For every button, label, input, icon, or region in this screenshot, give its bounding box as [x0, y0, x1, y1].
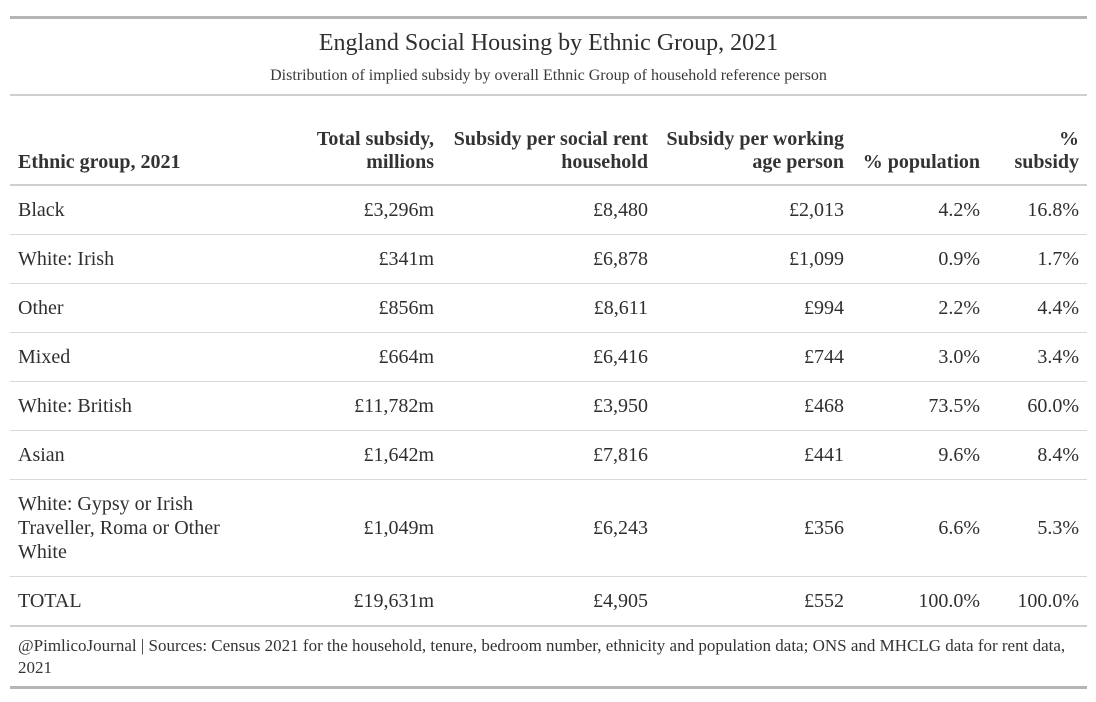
table-row — [10, 333, 1087, 382]
cell-subsidy-per-person: £2,013 — [656, 185, 852, 235]
cell-pct-population: 4.2% — [852, 185, 988, 235]
cell-pct-subsidy: 8.4% — [988, 431, 1087, 480]
cell-ethnic-group: Black — [10, 185, 268, 235]
cell-pct-subsidy: 3.4% — [988, 333, 1087, 382]
cell-subsidy-per-person: £468 — [656, 382, 852, 431]
col-header-ethnic-group: Ethnic group, 2021 — [10, 96, 268, 185]
cell-subsidy-per-household: £4,905 — [442, 577, 656, 627]
cell-subsidy-per-household: £6,243 — [442, 480, 656, 577]
cell-pct-population: 73.5% — [852, 382, 988, 431]
cell-ethnic-group: Asian — [10, 431, 268, 480]
cell-total-subsidy: £856m — [268, 284, 442, 333]
cell-ethnic-group: White: Irish — [10, 235, 268, 284]
col-header-subsidy-per-household: Subsidy per social rent household — [442, 96, 656, 185]
cell-total-subsidy: £664m — [268, 333, 442, 382]
table-body — [10, 185, 1087, 626]
cell-subsidy-per-person: £356 — [656, 480, 852, 577]
table-row — [10, 235, 1087, 284]
col-header-pct-subsidy: % subsidy — [988, 96, 1087, 185]
col-header-total-subsidy: Total subsidy, millions — [268, 96, 442, 185]
col-header-subsidy-per-person: Subsidy per working age person — [656, 96, 852, 185]
cell-total-subsidy: £11,782m — [268, 382, 442, 431]
cell-pct-population: 6.6% — [852, 480, 988, 577]
cell-pct-subsidy: 4.4% — [988, 284, 1087, 333]
cell-ethnic-group: White: Gypsy or Irish Traveller, Roma or Other White — [10, 480, 268, 577]
cell-ethnic-group: Mixed — [10, 333, 268, 382]
cell-subsidy-per-person: £441 — [656, 431, 852, 480]
table-frame — [10, 16, 1087, 689]
cell-pct-subsidy: 1.7% — [988, 235, 1087, 284]
table-row — [10, 382, 1087, 431]
data-table — [10, 96, 1087, 627]
table-row — [10, 185, 1087, 235]
cell-pct-subsidy: 60.0% — [988, 382, 1087, 431]
table-row — [10, 577, 1087, 627]
cell-pct-subsidy: 100.0% — [988, 577, 1087, 627]
table-row — [10, 284, 1087, 333]
cell-subsidy-per-person: £994 — [656, 284, 852, 333]
cell-total-subsidy: £341m — [268, 235, 442, 284]
cell-subsidy-per-person: £1,099 — [656, 235, 852, 284]
cell-total-subsidy: £1,642m — [268, 431, 442, 480]
top-rule — [10, 16, 1087, 19]
cell-pct-population: 3.0% — [852, 333, 988, 382]
chart-subtitle: Distribution of implied subsidy by overall Ethnic Group of household reference person — [270, 67, 827, 84]
cell-ethnic-group: TOTAL — [10, 577, 268, 627]
cell-subsidy-per-household: £7,816 — [442, 431, 656, 480]
cell-pct-population: 2.2% — [852, 284, 988, 333]
table-row — [10, 431, 1087, 480]
cell-pct-population: 100.0% — [852, 577, 988, 627]
table-row — [10, 480, 1087, 577]
cell-pct-population: 0.9% — [852, 235, 988, 284]
source-footnote: @PimlicoJournal | Sources: Census 2021 for the household, tenure, bedroom number, ethnicity and population data; ONS and MHCLG data for rent data, 2021 — [18, 636, 1066, 677]
cell-subsidy-per-household: £8,611 — [442, 284, 656, 333]
cell-pct-population: 9.6% — [852, 431, 988, 480]
chart-title: England Social Housing by Ethnic Group, 2021 — [318, 30, 779, 56]
cell-pct-subsidy: 16.8% — [988, 185, 1087, 235]
cell-pct-subsidy: 5.3% — [988, 480, 1087, 577]
bottom-rule — [10, 686, 1087, 689]
cell-subsidy-per-household: £8,480 — [442, 185, 656, 235]
cell-total-subsidy: £1,049m — [268, 480, 442, 577]
cell-ethnic-group: White: British — [10, 382, 268, 431]
cell-subsidy-per-person: £744 — [656, 333, 852, 382]
cell-total-subsidy: £3,296m — [268, 185, 442, 235]
cell-total-subsidy: £19,631m — [268, 577, 442, 627]
cell-subsidy-per-household: £6,878 — [442, 235, 656, 284]
col-header-pct-population: % population — [852, 96, 988, 185]
cell-subsidy-per-person: £552 — [656, 577, 852, 627]
cell-ethnic-group: Other — [10, 284, 268, 333]
cell-subsidy-per-household: £6,416 — [442, 333, 656, 382]
cell-subsidy-per-household: £3,950 — [442, 382, 656, 431]
header-row — [10, 96, 1087, 185]
